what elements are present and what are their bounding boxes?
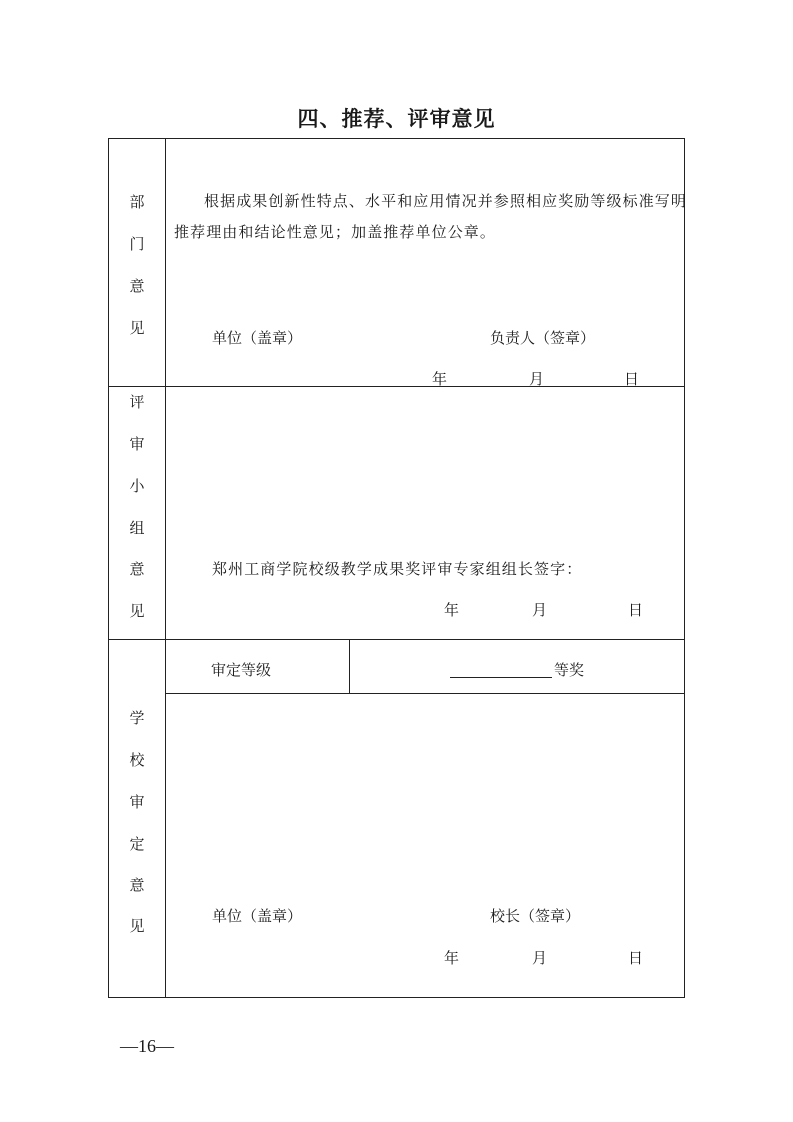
instruction-line-2: 推荐理由和结论性意见；加盖推荐单位公章。 (174, 223, 497, 241)
table-right-border (684, 138, 685, 998)
principal-sign-label: 校长（签章） (490, 907, 581, 925)
panel-label-char: 评 (129, 393, 145, 411)
school-date-month: 月 (532, 949, 548, 967)
panel-label-char: 小 (129, 477, 145, 495)
grade-suffix: 等奖 (554, 661, 585, 679)
instruction-line-1: 根据成果创新性特点、水平和应用情况并参照相应奖励等级标准写明 (204, 192, 688, 210)
panel-date-month: 月 (532, 601, 548, 619)
grade-blank-line[interactable] (450, 661, 552, 678)
table-bottom-border (108, 997, 685, 998)
grade-value (450, 659, 584, 680)
page-number: —16— (120, 1036, 174, 1056)
school-label-char: 审 (129, 793, 145, 811)
school-label-char: 学 (129, 709, 145, 727)
panel-label-char: 组 (129, 519, 145, 537)
table-top-border (108, 138, 685, 139)
row-divider-1 (108, 386, 685, 387)
grade-label: 审定等级 (211, 661, 272, 679)
panel-label-char: 审 (129, 435, 145, 453)
school-label-char: 校 (129, 751, 145, 769)
panel-leader-sign-label: 郑州工商学院校级教学成果奖评审专家组组长签字： (212, 560, 583, 578)
dept-label-char: 见 (129, 319, 145, 337)
dept-responsible-sign-label: 负责人（签章） (490, 329, 596, 347)
dept-date-day: 日 (624, 370, 640, 388)
panel-label-char: 见 (129, 602, 145, 620)
school-date-year: 年 (444, 949, 460, 967)
dept-date-year: 年 (432, 370, 448, 388)
grade-row-divider (165, 693, 685, 694)
grade-cell-divider (349, 639, 350, 694)
school-label-char: 意 (129, 876, 145, 894)
label-column-divider (165, 138, 166, 998)
dept-date-month: 月 (529, 370, 545, 388)
panel-label-char: 意 (129, 560, 145, 578)
dept-unit-seal-label: 单位（盖章） (212, 329, 303, 347)
page-title: 四、推荐、评审意见 (297, 107, 496, 131)
school-unit-seal-label: 单位（盖章） (212, 907, 303, 925)
dept-label-char: 意 (129, 277, 145, 295)
school-label-char: 定 (129, 835, 145, 853)
dept-label-char: 门 (129, 235, 145, 253)
panel-date-day: 日 (628, 601, 644, 619)
row-divider-2 (108, 639, 685, 640)
panel-date-year: 年 (444, 601, 460, 619)
school-date-day: 日 (628, 949, 644, 967)
school-label-char: 见 (129, 917, 145, 935)
dept-label-char: 部 (129, 193, 145, 211)
